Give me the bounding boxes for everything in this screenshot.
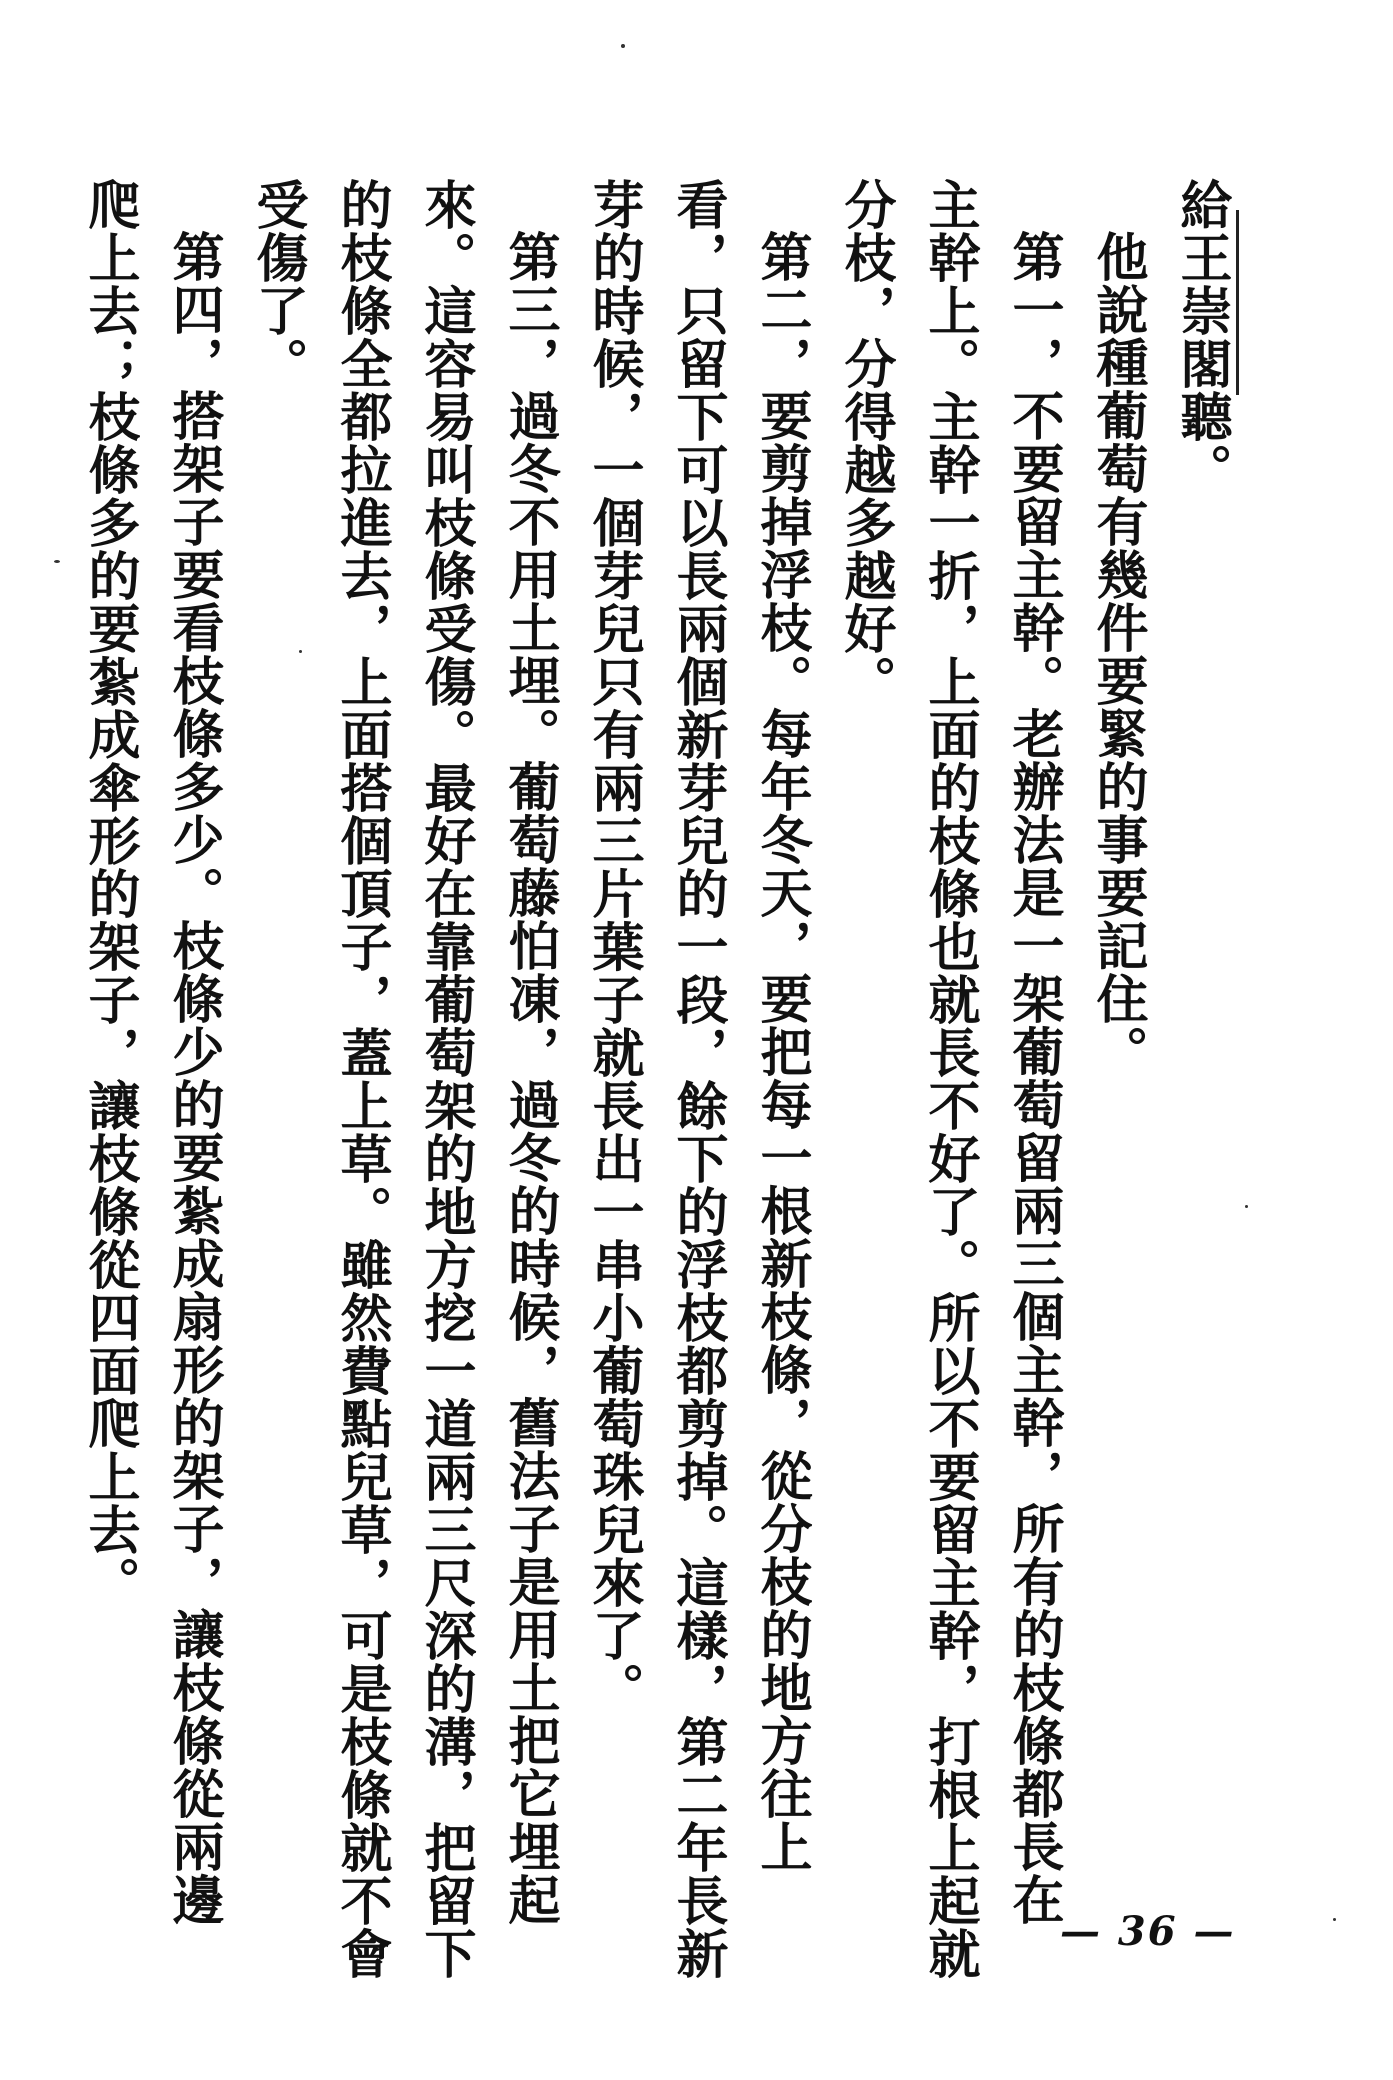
text-column-12: 受傷了。 [247, 178, 308, 390]
print-speck [54, 560, 60, 563]
text-column-11: 的枝條全都拉進去，上面搭個頂子，蓋上草。雖然費點兒草，可是枝條就不會 [331, 178, 392, 1980]
text-column-1: 給王崇閣聽。 [1171, 178, 1232, 496]
print-speck [621, 44, 625, 48]
print-speck [299, 650, 302, 653]
text-column-7: 看，只留下可以長兩個新芽兒的一段，餘下的浮枝都剪掉。這樣，第二年長新 [667, 178, 728, 1980]
text-column-6: 第二，要剪掉浮枝。每年冬天，要把每一根新枝條，從分枝的地方往上 [751, 230, 812, 1873]
text-column-14: 爬上去；枝條多的要紮成傘形的架子，讓枝條從四面爬上去。 [79, 178, 140, 1609]
text-column-5: 分枝，分得越多越好。 [835, 178, 896, 708]
proper-name-underline [1236, 210, 1239, 395]
print-speck [1245, 1205, 1248, 1208]
print-speck [1333, 1918, 1336, 1921]
text-column-13: 第四，搭架子要看枝條多少。枝條少的要紮成扇形的架子，讓枝條從兩邊 [163, 230, 224, 1926]
page-number: — 36 — [1060, 1908, 1236, 1955]
text-column-8: 芽的時候，一個芽兒只有兩三片葉子就長出一串小葡萄珠兒來了。 [583, 178, 644, 1715]
text-column-2: 他說種葡萄有幾件要緊的事要記住。 [1087, 230, 1148, 1078]
text-column-3: 第一，不要留主幹。老辦法是一架葡萄留兩三個主幹，所有的枝條都長在 [1003, 230, 1064, 1926]
text-column-4: 主幹上。主幹一折，上面的枝條也就長不好了。所以不要留主幹，打根上起就 [919, 178, 980, 1980]
text-column-9: 第三，過冬不用土埋。葡萄藤怕凍，過冬的時候，舊法子是用土把它埋起 [499, 230, 560, 1926]
text-column-10: 來。這容易叫枝條受傷。最好在靠葡萄架的地方挖一道兩三尺深的溝，把留下 [415, 178, 476, 1980]
